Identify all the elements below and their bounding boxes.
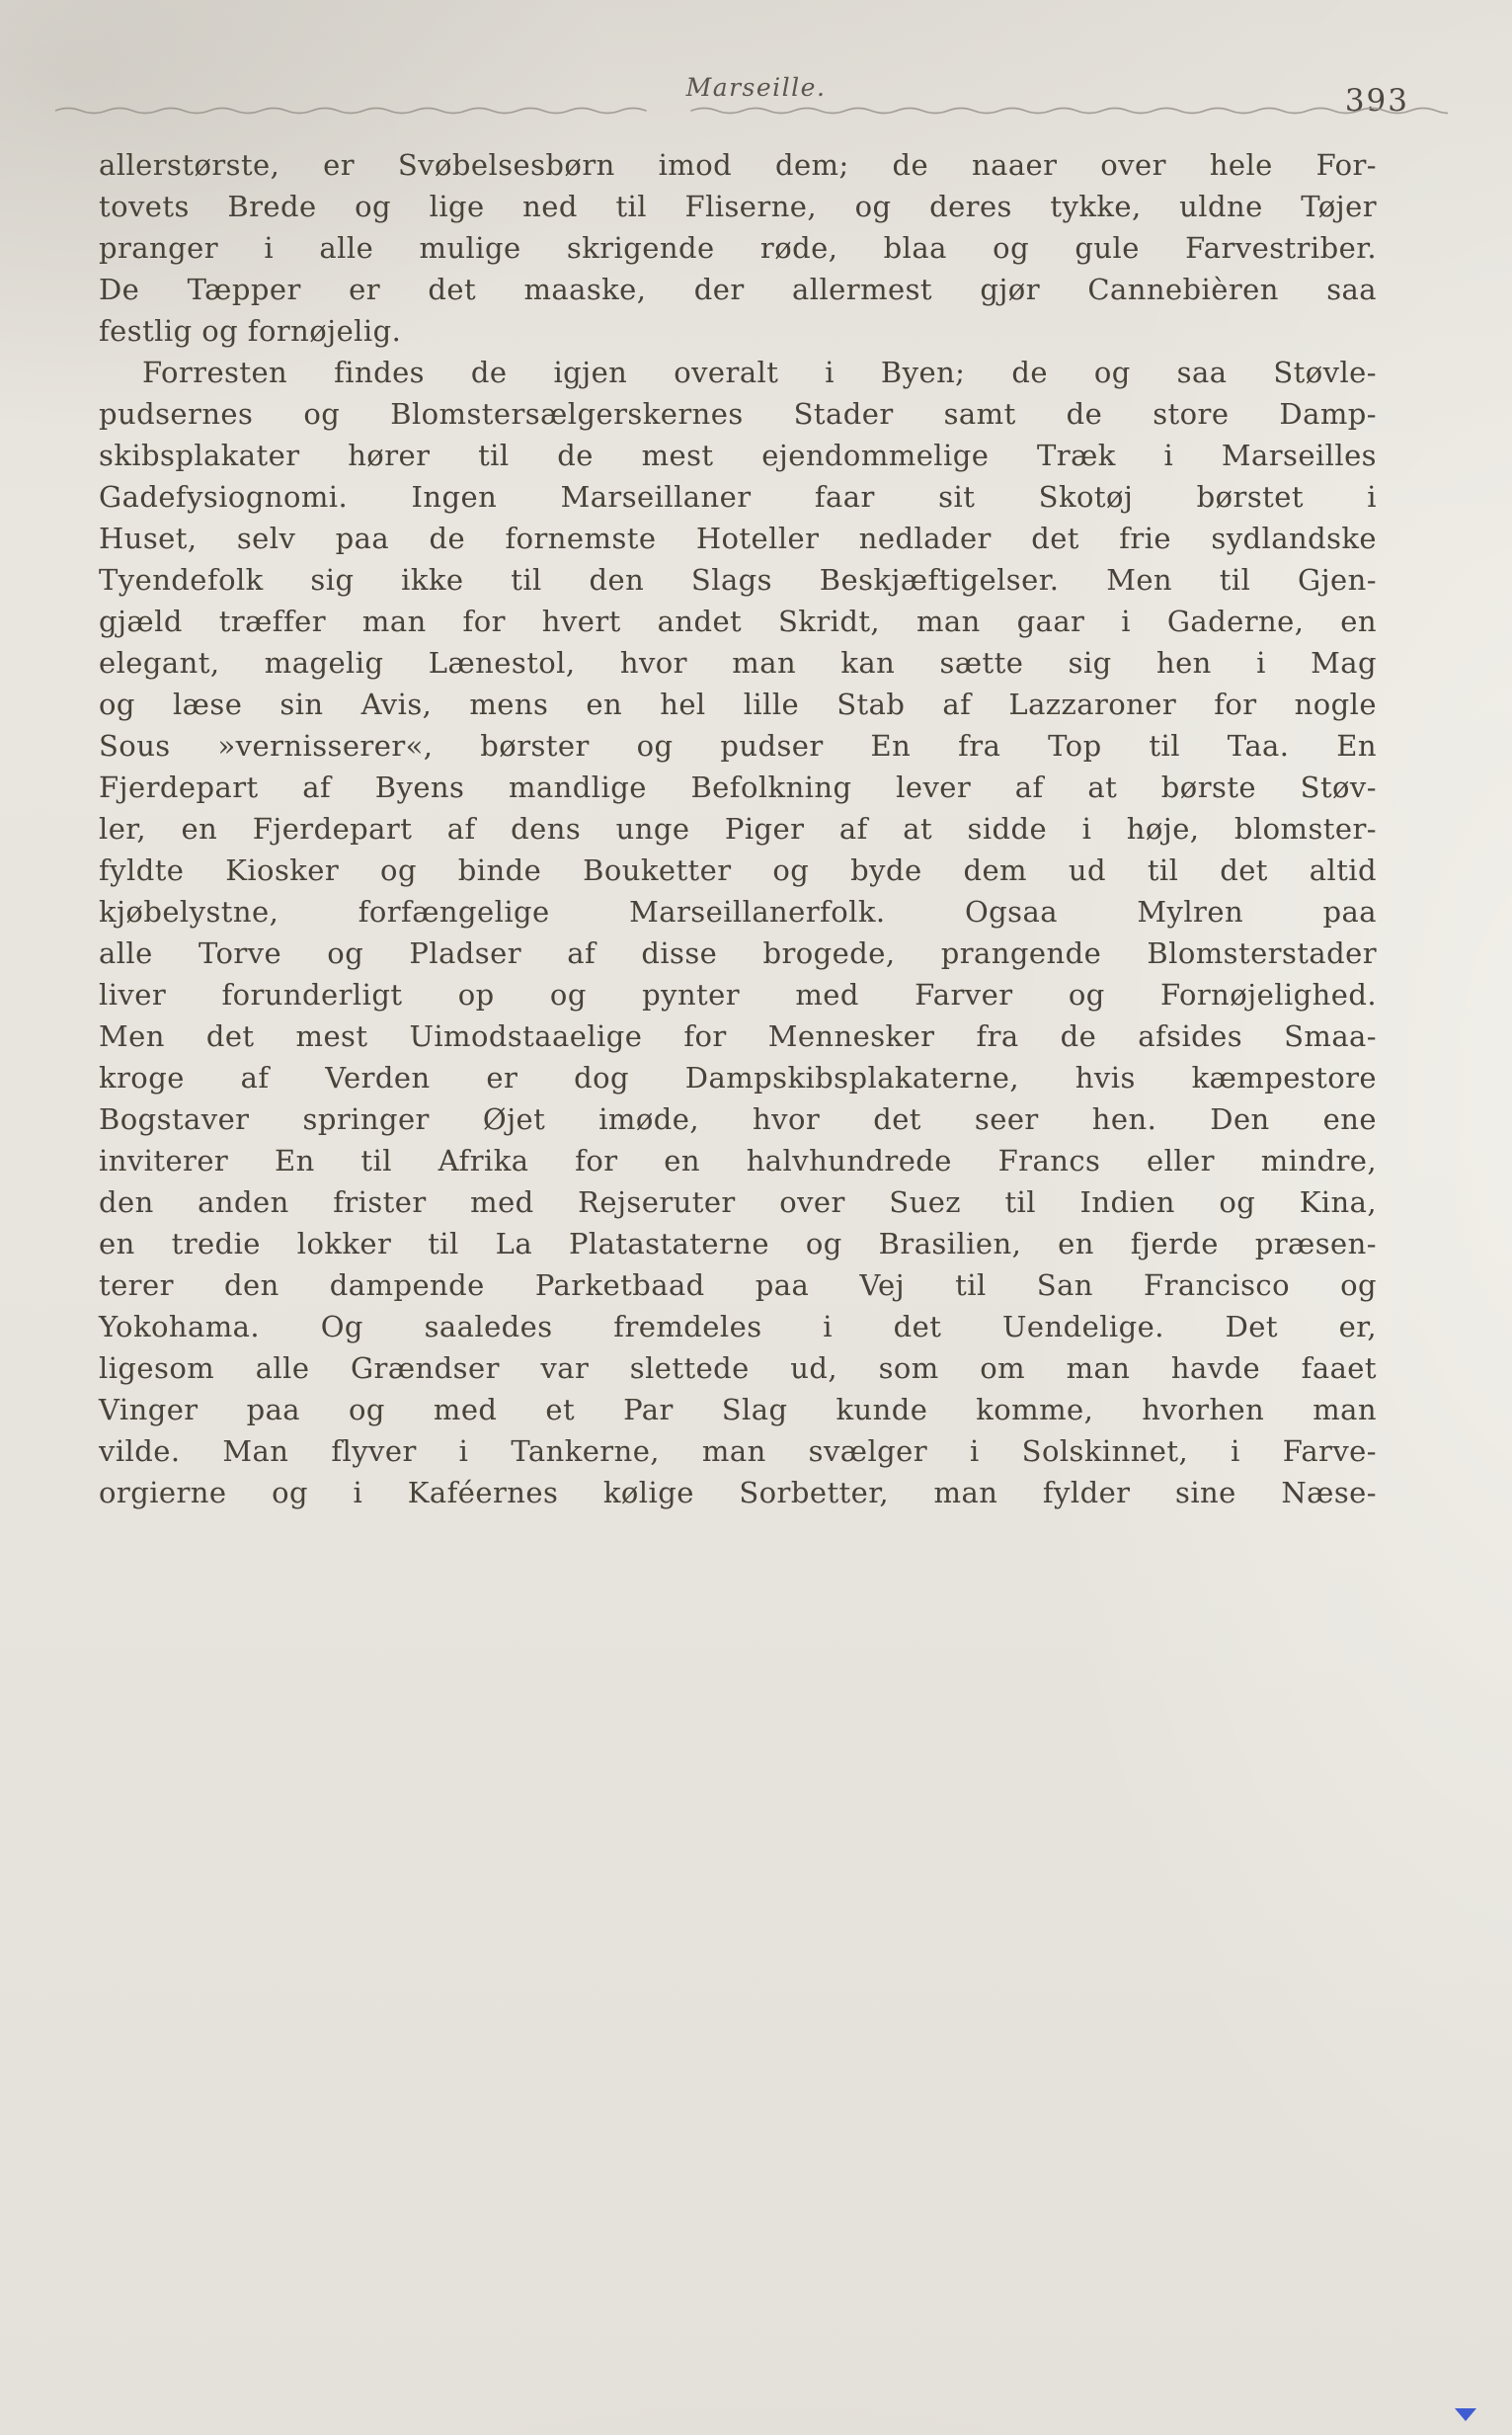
paragraph xyxy=(99,352,1377,1513)
wavy-divider-segment-left xyxy=(55,109,646,114)
text-line: Bogstaver springer Øjet imøde, hvor det seer hen. Den ene xyxy=(99,1102,1377,1136)
text-line: pranger i alle mulige skrigende røde, blaa og gule Farvestriber. xyxy=(99,231,1377,265)
page-number: 393 xyxy=(1344,83,1409,119)
text-line: ligesom alle Grændser var slettede ud, som om man havde faaet xyxy=(99,1351,1377,1385)
text-line: ler, en Fjerdepart af dens unge Piger af at sidde i høje, blomster- xyxy=(99,812,1377,846)
text-line: Gadefysiognomi. Ingen Marseillaner faar sit Skotøj børstet i xyxy=(99,480,1377,514)
text-line: elegant, magelig Lænestol, hvor man kan sætte sig hen i Mag xyxy=(99,646,1377,680)
text-line: Forresten findes de igjen overalt i Byen; de og saa Støvle- xyxy=(142,356,1377,389)
text-line: kroge af Verden er dog Dampskibsplakaterne, hvis kæmpestore xyxy=(99,1061,1377,1095)
text-line: De Tæpper er det maaske, der allermest gjør Cannebièren saa xyxy=(99,273,1377,306)
text-line: pudsernes og Blomstersælgerskernes Stader samt de store Damp- xyxy=(99,397,1377,431)
text-line: Vinger paa og med et Par Slag kunde komme, hvorhen man xyxy=(99,1393,1377,1426)
text-line: liver forunderligt op og pynter med Farver og Fornøjelighed. xyxy=(99,978,1377,1012)
wavy-divider xyxy=(55,103,1448,119)
text-line: Yokohama. Og saaledes fremdeles i det Uendelige. Det er, xyxy=(99,1310,1377,1343)
text-line: og læse sin Avis, mens en hel lille Stab af Lazzaroner for nogle xyxy=(99,688,1377,721)
text-line: gjæld træffer man for hvert andet Skridt, man gaar i Gaderne, en xyxy=(99,605,1377,638)
text-line: tovets Brede og lige ned til Fliserne, og deres tykke, uldne Tøjer xyxy=(99,190,1377,223)
text-line: orgierne og i Kaféernes kølige Sorbetter, man fylder sine Næse- xyxy=(99,1476,1377,1509)
text-line: Fjerdepart af Byens mandlige Befolkning lever af at børste Støv- xyxy=(99,771,1377,804)
paragraph xyxy=(99,144,1377,352)
text-line: festlig og fornøjelig. xyxy=(99,314,402,348)
text-line: alle Torve og Pladser af disse brogede, prangende Blomsterstader xyxy=(99,936,1377,970)
scan-artifact-mark xyxy=(1455,2408,1476,2421)
wavy-divider-segment-right xyxy=(691,109,1448,114)
text-line: den anden frister med Rejseruter over Suez til Indien og Kina, xyxy=(99,1185,1377,1219)
text-line: skibsplakater hører til de mest ejendommelige Træk i Marseilles xyxy=(99,439,1377,472)
running-title: Marseille. xyxy=(685,73,827,102)
text-line: inviterer En til Afrika for en halvhundrede Francs eller mindre, xyxy=(99,1144,1377,1177)
text-line: Tyendefolk sig ikke til den Slags Beskjæftigelser. Men til Gjen- xyxy=(99,563,1377,597)
text-line: vilde. Man flyver i Tankerne, man svælger i Solskinnet, i Farve- xyxy=(99,1434,1377,1468)
page-body xyxy=(99,144,1377,1513)
text-line: Men det mest Uimodstaaelige for Mennesker fra de afsides Smaa- xyxy=(99,1019,1377,1053)
text-line: kjøbelystne, forfængelige Marseillanerfolk. Ogsaa Mylren paa xyxy=(99,895,1377,929)
text-line: fyldte Kiosker og binde Bouketter og byde dem ud til det altid xyxy=(99,853,1377,887)
text-line: en tredie lokker til La Platastaterne og Brasilien, en fjerde præsen- xyxy=(99,1227,1377,1260)
text-line: Huset, selv paa de fornemste Hoteller nedlader det frie sydlandske xyxy=(99,522,1377,555)
text-line: allerstørste, er Svøbelsesbørn imod dem; de naaer over hele For- xyxy=(99,148,1377,182)
text-line: terer den dampende Parketbaad paa Vej til San Francisco og xyxy=(99,1268,1377,1302)
text-line: Sous »vernisserer«, børster og pudser En fra Top til Taa. En xyxy=(99,729,1377,763)
